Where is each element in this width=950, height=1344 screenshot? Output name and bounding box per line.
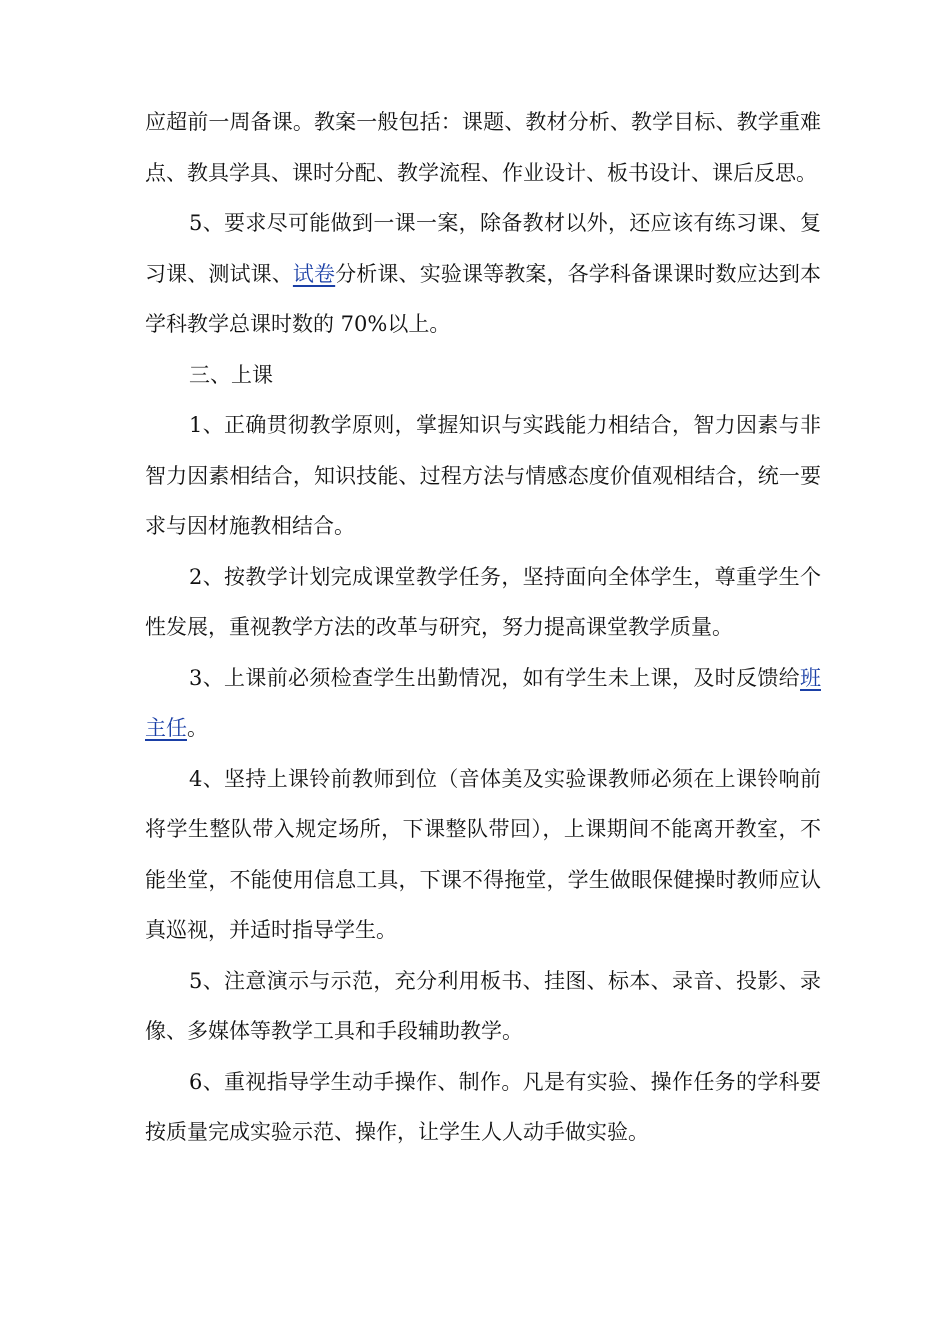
document-page [145,97,821,1158]
link-exam-paper[interactable]: 试卷 [292,261,336,286]
paragraph-text-before-link: 3、上课前必须检查学生出勤情况，如有学生未上课，及时反馈给 [189,665,800,690]
paragraph-item-2-tasks [145,552,821,653]
paragraph-text-after-link: 。 [187,716,208,740]
link-class-teacher[interactable]: 班主任 [145,665,821,740]
paragraph-item-1-principles [145,400,821,552]
paragraph-item-5-demonstration [145,956,821,1057]
paragraph-text-before-link: 5、要求尽可能做到一课一案，除备教材以外，还应该有练习课、复习课、测试课、 [145,211,821,286]
paragraph-item-6-hands-on [145,1057,821,1158]
paragraph-item-5-lesson-plans [145,198,821,350]
paragraph-text: 1、正确贯彻教学原则，掌握知识与实践能力相结合，智力因素与非智力因素相结合，知识技能、过程方法与情感态度价值观相结合，统一要求与因材施教相结合。 [145,413,821,538]
paragraph-item-4-punctuality [145,754,821,956]
paragraph-text: 6、重视指导学生动手操作、制作。凡是有实验、操作任务的学科要按质量完成实验示范、操作，让学生人人动手做实验。 [145,1069,821,1144]
section-heading-teaching [145,350,821,401]
paragraph-text: 5、注意演示与示范，充分利用板书、挂图、标本、录音、投影、录像、多媒体等教学工具和手段辅助教学。 [145,968,821,1043]
paragraph-item-3-attendance [145,653,821,754]
paragraph-text: 4、坚持上课铃前教师到位（音体美及实验课教师必须在上课铃响前将学生整队带入规定场所，下课整队带回），上课期间不能离开教室，不能坐堂，不能使用信息工具，下课不得拖堂，学生做眼保健操时教师应认真巡视，并适时指导学生。 [145,766,821,942]
paragraph-lesson-plan-contents [145,97,821,198]
heading-text: 三、上课 [189,362,273,387]
paragraph-text: 2、按教学计划完成课堂教学任务，坚持面向全体学生，尊重学生个性发展，重视教学方法的改革与研究，努力提高课堂教学质量。 [145,564,821,639]
paragraph-text-after-link: 分析课、实验课等教案，各学科备课课时数应达到本学科教学总课时数的 70%以上。 [145,261,822,336]
paragraph-text: 应超前一周备课。教案一般包括：课题、教材分析、教学目标、教学重难点、教具学具、课时分配、教学流程、作业设计、板书设计、课后反思。 [145,110,821,185]
